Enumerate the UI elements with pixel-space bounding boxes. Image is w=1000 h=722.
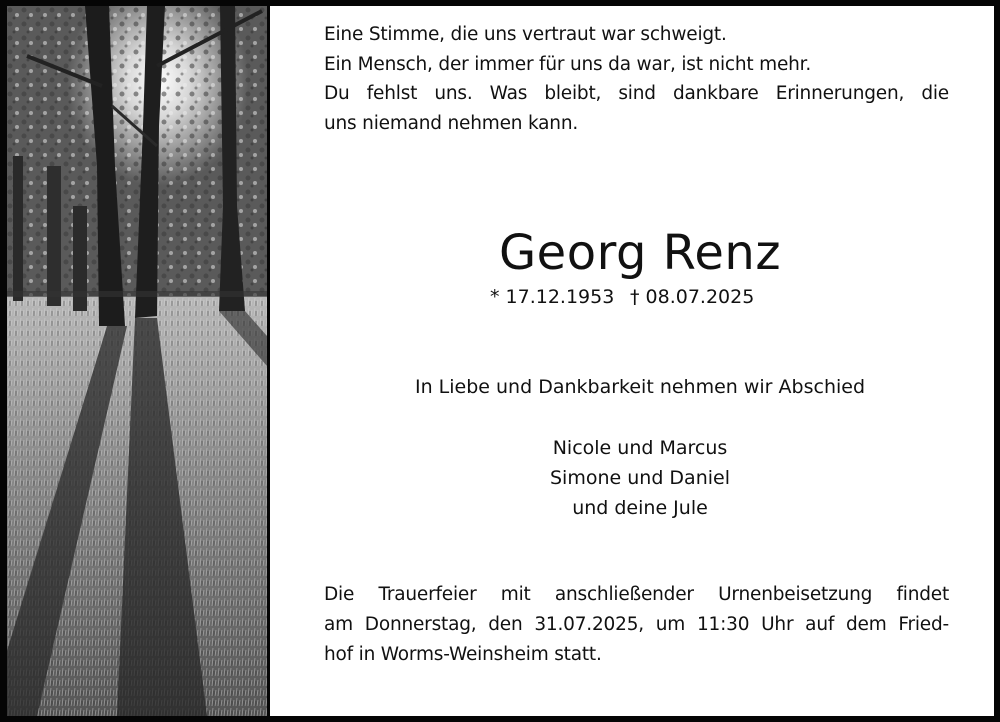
service-info	[324, 580, 949, 670]
verse-line: uns niemand nehmen kann.	[324, 112, 579, 134]
service-line: Die Trauerfeier mit anschließender Urnenbeisetzung findet	[324, 584, 949, 605]
birth-date: * 17.12.1953	[490, 286, 615, 308]
verse-line: Ein Mensch, der immer für uns da war, ist nicht mehr.	[324, 53, 812, 75]
verse-line: Eine Stimme, die uns vertraut war schweigt.	[324, 24, 727, 45]
family-line: Nicole und Marcus	[552, 437, 728, 459]
service-line: am Donnerstag, den 31.07.2025, um 11:30 Uhr auf dem Fried-	[324, 614, 949, 635]
verse	[324, 20, 949, 138]
text-panel	[270, 6, 994, 716]
farewell-line: In Liebe und Dankbarkeit nehmen wir Abschied	[414, 376, 866, 398]
family-names	[270, 433, 1000, 523]
service-line: hof in Worms-Weinsheim statt.	[324, 644, 602, 665]
family-line: und deine Jule	[572, 497, 708, 519]
death-date: † 08.07.2025	[630, 286, 755, 308]
deceased-name: Georg Renz	[498, 225, 782, 281]
verse-line: Du fehlst uns. Was bleibt, sind dankbare Erinnerungen, die	[324, 83, 949, 104]
tree-photo	[7, 6, 267, 716]
family-line: Simone und Daniel	[550, 467, 730, 489]
